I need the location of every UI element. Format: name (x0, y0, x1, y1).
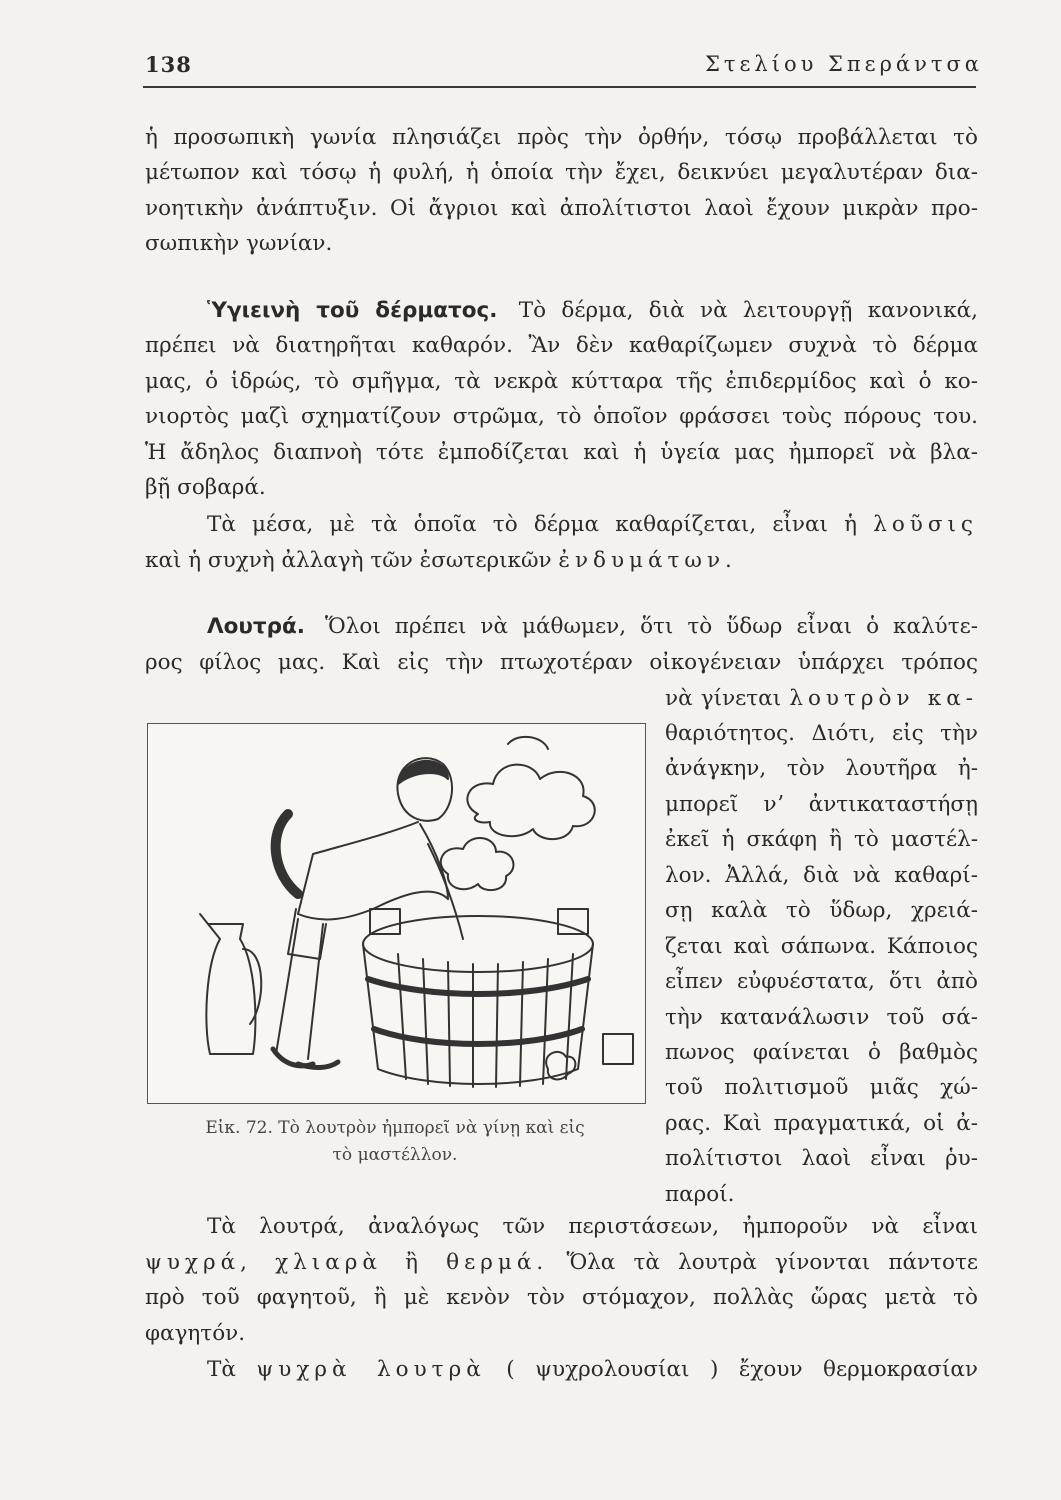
body-line: Ἡ ἄδηλος διαπνοὴ τότε ἐμποδίζεται καὶ ἡ ὑγεία μας ἠμπορεῖ νὰ βλα- (145, 440, 978, 465)
body-line: σῃ καλὰ τὸ ὕδωρ, χρειά- (665, 898, 978, 923)
body-text: καὶ ἡ συχνὴ ἀλλαγὴ τῶν ἐσωτερικῶν (145, 548, 552, 573)
body-line (145, 1248, 978, 1278)
running-title: Στελίου Σπεράντσα (705, 52, 983, 76)
body-line: ἡ προσωπικὴ γωνία πλησιάζει πρὸς τὴν ὀρθήν, τόσῳ προβάλλεται τὸ (145, 125, 978, 150)
body-line: τοῦ πολιτισμοῦ μιᾶς χώ- (665, 1075, 978, 1100)
body-line: παροί. (665, 1182, 735, 1207)
section-heading-baths: Λουτρά. (207, 614, 305, 639)
section-line (145, 296, 978, 326)
body-text: Τὰ (207, 1357, 236, 1382)
figure-illustration (147, 723, 646, 1104)
body-line (145, 1355, 978, 1385)
header-rule (143, 86, 976, 88)
caption-line: Εἰκ. 72. Τὸ λουτρὸν ἠμπορεῖ νὰ γίνῃ καὶ εἰς (205, 1118, 585, 1138)
body-line: βῇ σοβαρά. (145, 475, 266, 500)
body-text: Τὰ μέσα, μὲ τὰ ὁποῖα τὸ δέρμα καθαρίζεται, εἶναι ἡ (207, 512, 857, 537)
body-text: Τὸ δέρμα, διὰ νὰ λειτουργῇ κανονικά, (518, 298, 978, 323)
body-text: νὰ γίνεται (665, 686, 782, 711)
caption-line: τὸ μαστέλλον. (332, 1145, 458, 1165)
body-line: θαριότητος. Διότι, εἰς τὴν (665, 721, 978, 746)
body-line: ρος φίλος μας. Καὶ εἰς τὴν πτωχοτέραν οἰκογένειαν ὑπάρχει τρόπος (145, 650, 978, 675)
emphasis-text: λουτρὸν κα- (789, 686, 978, 711)
body-line: πρέπει νὰ διατηρῆται καθαρόν. Ἂν δὲν καθαρίζωμεν συχνὰ τὸ δέρμα (145, 333, 978, 358)
body-line: τὴν κατανάλωσιν τοῦ σά- (665, 1005, 978, 1030)
emphasis-text: λοῦσις (873, 512, 978, 537)
body-line: ζεται καὶ σάπωνα. Κάποιος (665, 934, 978, 959)
body-line (145, 546, 978, 576)
section-heading-skin-hygiene: Ὑγιεινὴ τοῦ δέρματος. (207, 298, 498, 323)
emphasis-text: ψυχρά, χλιαρὰ ἢ θερμά. (145, 1250, 549, 1275)
body-line (665, 684, 978, 714)
body-line: σωπικὴν γωνίαν. (145, 231, 333, 256)
body-line: νοητικὴν ἀνάπτυξιν. Οἱ ἄγριοι καὶ ἀπολίτιστοι λαοὶ ἔχουν μικρὰν προ- (145, 196, 978, 221)
body-line: Τὰ λουτρά, ἀναλόγως τῶν περιστάσεων, ἠμποροῦν νὰ εἶναι (207, 1214, 978, 1239)
body-line: φαγητόν. (145, 1321, 246, 1346)
body-line: ρας. Καὶ πραγματικά, οἱ ἀ- (665, 1111, 978, 1136)
body-line: μας, ὁ ἱδρώς, τὸ σμῆγμα, τὰ νεκρὰ κύτταρα τῆς ἐπιδερμίδος καὶ ὁ κο- (145, 369, 978, 394)
body-line: ἐκεῖ ἡ σκάφη ἢ τὸ μαστέλ- (665, 827, 978, 852)
page-number: 138 (145, 52, 192, 77)
body-text: Ὅλα τὰ λουτρὰ γίνονται πάντοτε (566, 1250, 978, 1275)
section-line (145, 612, 978, 642)
figure-caption (145, 1115, 645, 1169)
body-text: ( ψυχρολουσίαι ) ἔχουν θερμοκρασίαν (506, 1357, 978, 1382)
body-line: πρὸ τοῦ φαγητοῦ, ἢ μὲ κενὸν τὸν στόμαχον, πολλὰς ὥρας μετὰ τὸ (145, 1285, 978, 1310)
emphasis-text: ψυχρὰ λουτρὰ (256, 1357, 486, 1382)
body-line: εἶπεν εὐφυέστατα, ὅτι ἀπὸ (665, 969, 978, 994)
body-line: πολίτιστοι λαοὶ εἶναι ῥυ- (665, 1146, 978, 1171)
body-line (145, 510, 978, 540)
body-text: Ὅλοι πρέπει νὰ μάθωμεν, ὅτι τὸ ὕδωρ εἶναι ὁ καλύτε- (325, 614, 979, 639)
body-line: λον. Ἀλλά, διὰ νὰ καθαρί- (665, 863, 978, 888)
body-line: μέτωπον καὶ τόσῳ ἡ φυλή, ἡ ὁποία τὴν ἔχει, δεικνύει μεγαλυτέραν δια- (145, 160, 978, 185)
emphasis-text: ἐνδυμάτων. (558, 548, 737, 573)
body-line: πωνος φαίνεται ὁ βαθμὸς (665, 1040, 978, 1065)
body-line: μπορεῖ νʼ ἀντικαταστήσῃ (665, 792, 978, 817)
body-line: νιορτὸς μαζὶ σχηματίζουν στρῶμα, τὸ ὁποῖον φράσσει τοὺς πόρους του. (145, 404, 978, 429)
body-line: ἀνάγκην, τὸν λουτῆρα ἠ- (665, 756, 978, 781)
boy-washing-at-tub-illustration (148, 724, 645, 1103)
